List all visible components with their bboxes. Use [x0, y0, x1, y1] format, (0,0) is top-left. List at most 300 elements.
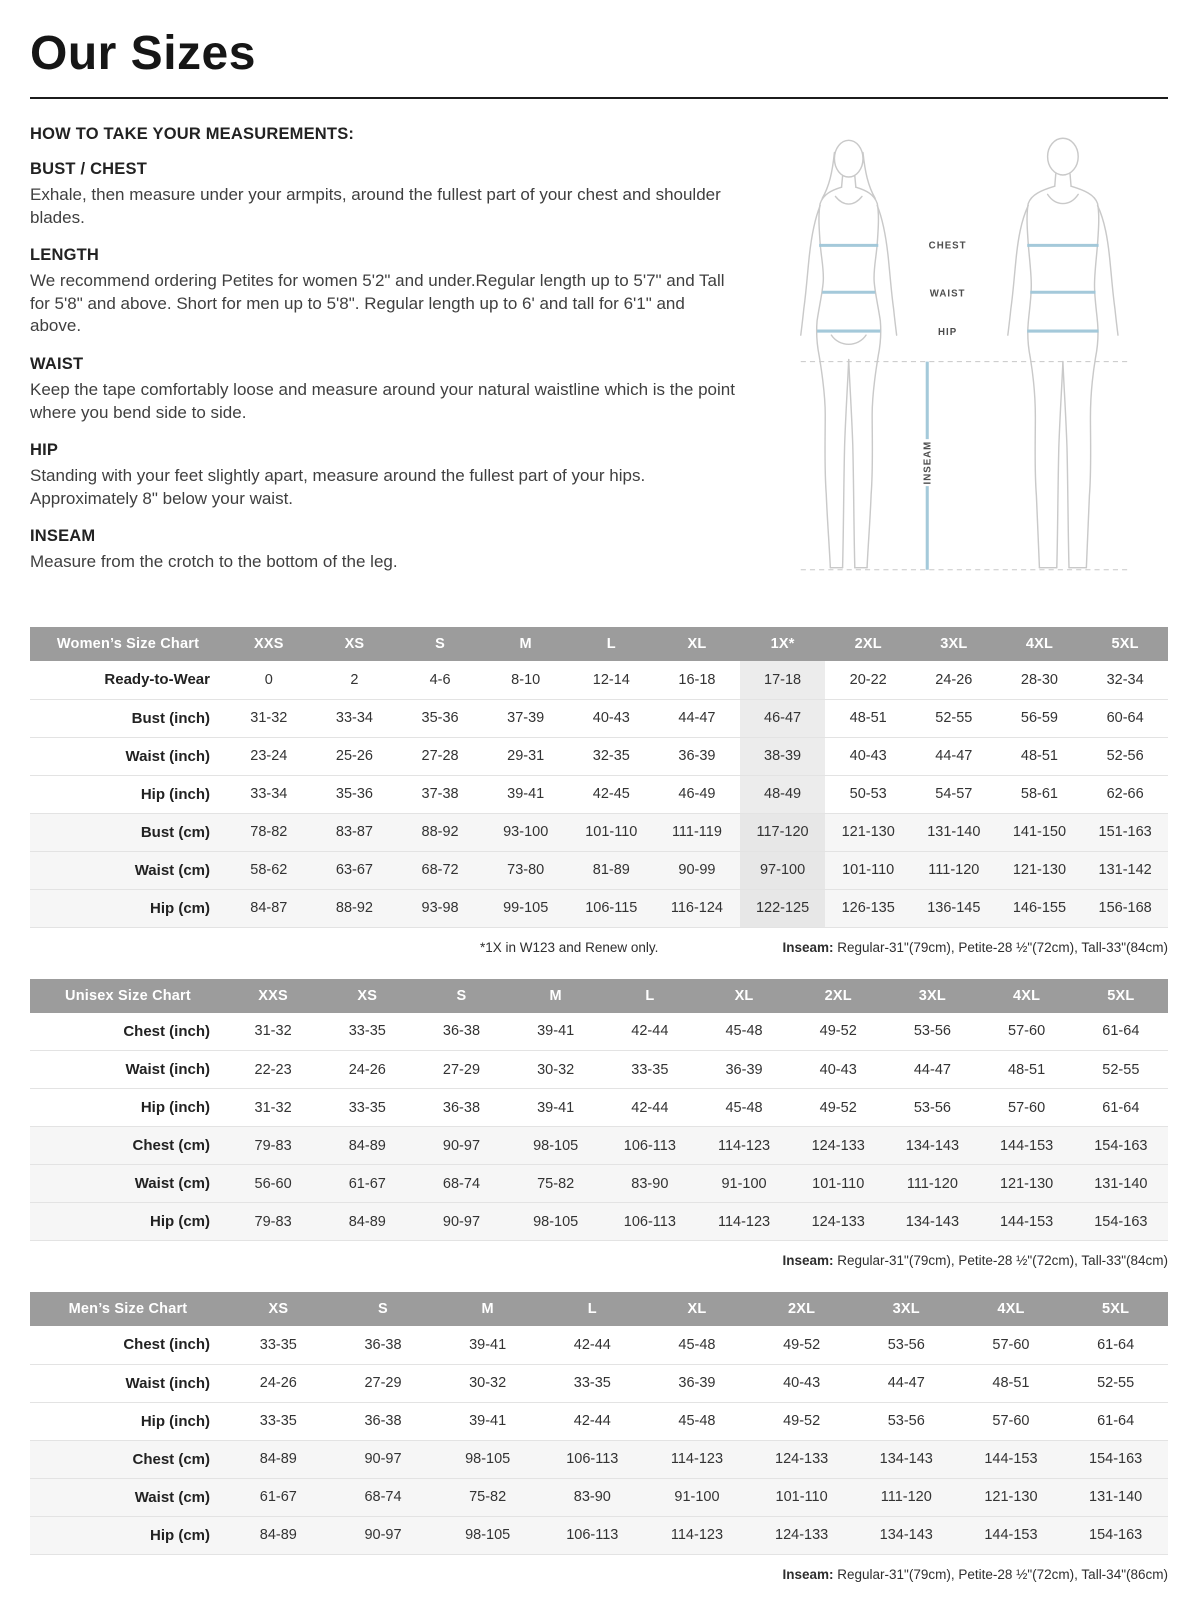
size-cell: 42-44: [631, 1099, 669, 1116]
size-cell: 124-133: [775, 1451, 829, 1468]
size-cell: 91-100: [721, 1175, 767, 1192]
size-cell: 141-150: [1012, 824, 1067, 841]
size-cell: 33-34: [335, 710, 373, 727]
table-row: [30, 889, 1168, 927]
size-cell: 33-35: [259, 1336, 297, 1353]
size-cell: 83-90: [631, 1175, 669, 1192]
size-cell: 134-143: [905, 1137, 960, 1154]
size-cell: 49-52: [819, 1099, 857, 1116]
size-cell: 33-34: [250, 786, 288, 803]
table-row: [30, 1089, 1168, 1127]
size-cell: 88-92: [421, 824, 459, 841]
size-cell: 39-41: [537, 1023, 575, 1040]
size-cell: 48-51: [849, 710, 887, 727]
size-cell: 52-56: [1106, 748, 1144, 765]
size-cell: 62-66: [1106, 786, 1144, 803]
size-cell: 61-64: [1102, 1023, 1140, 1040]
size-cell: 52-55: [1102, 1061, 1140, 1078]
size-cell: 122-125: [740, 889, 826, 927]
womens-1x-footnote: *1X in W123 and Renew only.: [480, 939, 659, 955]
man-figure: [1008, 138, 1118, 567]
row-label: Hip (inch): [140, 1412, 210, 1430]
size-cell: 117-120: [740, 813, 826, 851]
womens-inseam-footnote: [782, 940, 1168, 955]
size-cell: 22-23: [254, 1061, 292, 1078]
size-cell: 44-47: [678, 710, 716, 727]
size-cell: 12-14: [592, 671, 630, 688]
size-cell: 32-34: [1106, 671, 1144, 688]
table-title: Men’s Size Chart: [30, 1292, 226, 1326]
size-cell: 61-64: [1102, 1099, 1140, 1116]
size-cell: 111-120: [906, 1175, 958, 1192]
inseam-footnote-label: Inseam:: [782, 1566, 834, 1582]
row-label: Chest (cm): [132, 1137, 210, 1155]
womens-size-chart-section: [30, 627, 1168, 955]
size-cell: 33-35: [631, 1061, 669, 1078]
size-cell: 27-29: [364, 1375, 402, 1392]
size-cell: 24-26: [259, 1375, 297, 1392]
section-title: HIP: [30, 441, 59, 460]
size-column-header: S: [397, 627, 483, 661]
size-cell: 36-38: [364, 1336, 402, 1353]
size-cell: 114-123: [670, 1451, 724, 1468]
size-cell: 56-60: [254, 1175, 292, 1192]
size-cell: 32-35: [592, 748, 630, 765]
size-cell: 48-51: [992, 1375, 1030, 1392]
size-cell: 40-43: [783, 1375, 821, 1392]
size-column-header: XXS: [226, 627, 312, 661]
page-title: Our Sizes: [30, 27, 256, 80]
size-cell: 23-24: [250, 748, 288, 765]
size-cell: 156-168: [1098, 900, 1152, 917]
size-cell: 0: [264, 671, 273, 688]
size-cell: 53-56: [913, 1099, 951, 1116]
unisex-size-chart-section: [30, 979, 1168, 1269]
size-cell: 44-47: [913, 1061, 951, 1078]
table-row: [30, 1165, 1168, 1203]
size-cell: 39-41: [469, 1413, 507, 1430]
size-cell: 17-18: [740, 661, 826, 699]
size-cell: 114-123: [717, 1213, 771, 1230]
size-cell: 88-92: [335, 900, 373, 917]
unisex-size-table: [30, 979, 1168, 1242]
unisex-inseam-footnote: [782, 1253, 1168, 1268]
row-label: Chest (cm): [132, 1450, 210, 1468]
size-column-header: XS: [226, 1292, 331, 1326]
size-cell: 36-38: [364, 1413, 402, 1430]
row-label: Waist (cm): [134, 1175, 210, 1193]
mens-inseam-footnote: [782, 1567, 1168, 1582]
size-column-header: 1X*: [740, 627, 826, 661]
mens-size-table: [30, 1292, 1168, 1555]
section-title: WAIST: [30, 355, 84, 374]
size-cell: 52-55: [935, 710, 973, 727]
size-column-header: XL: [697, 979, 791, 1013]
size-cell: 84-89: [348, 1137, 386, 1154]
size-cell: 61-64: [1097, 1336, 1135, 1353]
size-cell: 106-113: [566, 1451, 619, 1468]
title-divider: [30, 97, 1168, 99]
measurement-labels: [922, 240, 966, 484]
size-cell: 2: [350, 671, 359, 688]
size-cell: 134-143: [879, 1451, 933, 1468]
section-inseam: [30, 527, 736, 574]
size-cell: 42-44: [631, 1023, 669, 1040]
size-column-header: XL: [645, 1292, 750, 1326]
size-cell: 106-113: [566, 1527, 619, 1544]
size-cell: 33-35: [348, 1023, 386, 1040]
size-cell: 126-135: [841, 900, 895, 917]
size-cell: 131-140: [927, 824, 981, 841]
size-column-header: L: [603, 979, 697, 1013]
size-cell: 40-43: [849, 748, 887, 765]
size-cell: 36-39: [678, 748, 716, 765]
size-cell: 90-97: [442, 1213, 481, 1230]
size-cell: 53-56: [887, 1336, 925, 1353]
size-cell: 33-35: [259, 1413, 297, 1430]
size-cell: 75-82: [537, 1175, 575, 1192]
size-cell: 54-57: [935, 786, 973, 803]
size-column-header: 2XL: [791, 979, 885, 1013]
size-cell: 151-163: [1098, 824, 1152, 841]
size-cell: 154-163: [1089, 1527, 1143, 1544]
size-cell: 57-60: [992, 1336, 1030, 1353]
size-cell: 44-47: [887, 1375, 925, 1392]
size-cell: 134-143: [879, 1527, 933, 1544]
size-cell: 90-99: [678, 862, 716, 879]
size-column-header: L: [540, 1292, 645, 1326]
size-cell: 33-35: [573, 1375, 611, 1392]
size-cell: 97-100: [740, 851, 826, 889]
size-cell: 93-98: [421, 900, 459, 917]
size-cell: 114-123: [717, 1137, 771, 1154]
size-cell: 31-32: [254, 1023, 292, 1040]
size-cell: 68-72: [421, 862, 459, 879]
size-cell: 33-35: [348, 1099, 386, 1116]
size-cell: 124-133: [811, 1213, 865, 1230]
row-label: Waist (inch): [125, 1061, 210, 1079]
table-row: [30, 1516, 1168, 1554]
section-body: We recommend ordering Petites for women 5'2" and under.Regular length up to 5'7" and Tall for 5'8" and above. Short for men up to 5'8". Regular length up to 6' and tall for 6'1" and above.: [30, 271, 725, 336]
row-label: Waist (cm): [134, 861, 210, 879]
table-row: [30, 1326, 1168, 1364]
table-row: [30, 1013, 1168, 1051]
size-cell: 36-39: [678, 1375, 716, 1392]
size-cell: 121-130: [1012, 862, 1067, 879]
size-cell: 81-89: [592, 862, 630, 879]
size-cell: 124-133: [775, 1527, 829, 1544]
size-cell: 78-82: [250, 824, 288, 841]
size-cell: 30-32: [469, 1375, 507, 1392]
size-cell: 83-87: [335, 824, 373, 841]
size-cell: 61-67: [348, 1175, 386, 1192]
table-row: [30, 1402, 1168, 1440]
size-cell: 57-60: [1008, 1099, 1046, 1116]
size-cell: 8-10: [511, 671, 541, 688]
mens-size-chart-section: [30, 1292, 1168, 1582]
size-cell: 99-105: [503, 900, 549, 917]
row-label: Hip (inch): [140, 1099, 210, 1117]
size-cell: 40-43: [592, 710, 630, 727]
table-row: [30, 1440, 1168, 1478]
inseam-footnote-text: Regular-31"(79cm), Petite-28 ½"(72cm), Tall-33"(84cm): [833, 939, 1168, 955]
size-cell: 53-56: [913, 1023, 951, 1040]
body-measurement-diagram: [736, 125, 1168, 591]
size-cell: 93-100: [503, 824, 549, 841]
womens-footnotes: [30, 940, 1168, 955]
table-row: [30, 813, 1168, 851]
size-cell: 42-44: [573, 1336, 611, 1353]
size-cell: 144-153: [999, 1213, 1054, 1230]
size-cell: 79-83: [254, 1137, 292, 1154]
row-label: Hip (cm): [150, 899, 210, 917]
size-column-header: XS: [312, 627, 398, 661]
size-cell: 111-120: [928, 862, 980, 879]
table-row: [30, 661, 1168, 699]
size-cell: 36-39: [725, 1061, 763, 1078]
size-cell: 52-55: [1097, 1375, 1135, 1392]
section-body: Exhale, then measure under your armpits, around the fullest part of your chest and shoulder blades.: [30, 185, 721, 227]
size-cell: 45-48: [725, 1099, 763, 1116]
size-cell: 84-87: [250, 900, 288, 917]
section-body: Measure from the crotch to the bottom of the leg.: [30, 552, 398, 572]
size-cell: 90-97: [364, 1451, 402, 1468]
size-cell: 144-153: [984, 1527, 1038, 1544]
size-cell: 38-39: [740, 737, 826, 775]
row-label: Bust (cm): [140, 823, 210, 841]
inseam-label: INSEAM: [922, 440, 934, 485]
size-cell: 53-56: [887, 1413, 925, 1430]
size-cell: 131-140: [1094, 1175, 1148, 1192]
row-label: Hip (inch): [140, 785, 210, 803]
size-column-header: XXS: [226, 979, 320, 1013]
size-cell: 36-38: [442, 1023, 481, 1040]
size-cell: 144-153: [999, 1137, 1054, 1154]
size-cell: 98-105: [465, 1451, 511, 1468]
section-body: Keep the tape comfortably loose and measure around your natural waistline which is the point where you bend side to side.: [30, 380, 735, 422]
size-cell: 35-36: [335, 786, 373, 803]
table-title: Women’s Size Chart: [30, 627, 226, 661]
size-cell: 84-89: [259, 1451, 297, 1468]
size-cell: 42-45: [592, 786, 630, 803]
mens-footnotes: [30, 1567, 1168, 1582]
size-cell: 68-74: [364, 1489, 402, 1506]
size-cell: 60-64: [1106, 710, 1144, 727]
size-cell: 57-60: [1008, 1023, 1046, 1040]
table-row: [30, 1051, 1168, 1089]
table-row: [30, 1127, 1168, 1165]
section-length: [30, 246, 736, 338]
size-column-header: XL: [654, 627, 740, 661]
size-column-header: 4XL: [997, 627, 1083, 661]
row-label: Ready-to-Wear: [104, 671, 210, 689]
size-cell: 20-22: [849, 671, 887, 688]
size-cell: 27-28: [421, 748, 459, 765]
size-cell: 91-100: [674, 1489, 720, 1506]
size-column-header: XS: [320, 979, 414, 1013]
table-row: [30, 851, 1168, 889]
size-cell: 83-90: [573, 1489, 611, 1506]
size-cell: 48-49: [740, 775, 826, 813]
size-cell: 4-6: [429, 671, 451, 688]
size-column-header: 2XL: [825, 627, 911, 661]
size-cell: 106-113: [623, 1213, 676, 1230]
size-cell: 57-60: [992, 1413, 1030, 1430]
size-cell: 84-89: [259, 1527, 297, 1544]
inseam-footnote-text: Regular-31"(79cm), Petite-28 ½"(72cm), Tall-33"(84cm): [833, 1253, 1168, 1269]
size-cell: 146-155: [1012, 900, 1067, 917]
size-cell: 24-26: [935, 671, 973, 688]
size-cell: 45-48: [678, 1336, 716, 1353]
size-column-header: L: [569, 627, 655, 661]
size-cell: 44-47: [935, 748, 973, 765]
size-cell: 84-89: [348, 1213, 386, 1230]
size-cell: 131-142: [1098, 862, 1152, 879]
size-cell: 61-67: [259, 1489, 297, 1506]
size-cell: 39-41: [469, 1336, 507, 1353]
size-cell: 61-64: [1097, 1413, 1135, 1430]
size-cell: 101-110: [585, 824, 638, 841]
section-bust-chest: [30, 160, 736, 229]
size-column-header: M: [435, 1292, 540, 1326]
size-cell: 116-124: [670, 900, 723, 917]
size-cell: 75-82: [469, 1489, 507, 1506]
size-cell: 136-145: [927, 900, 981, 917]
size-cell: 28-30: [1020, 671, 1058, 688]
size-column-header: 3XL: [911, 627, 997, 661]
size-cell: 49-52: [819, 1023, 857, 1040]
size-cell: 48-51: [1020, 748, 1058, 765]
size-cell: 58-61: [1020, 786, 1058, 803]
size-cell: 144-153: [984, 1451, 1038, 1468]
size-cell: 134-143: [905, 1213, 960, 1230]
size-cell: 121-130: [984, 1489, 1038, 1506]
size-cell: 45-48: [725, 1023, 763, 1040]
size-cell: 101-110: [775, 1489, 828, 1506]
size-cell: 49-52: [783, 1413, 821, 1430]
size-cell: 31-32: [250, 710, 288, 727]
row-label: Hip (cm): [150, 1213, 210, 1231]
size-cell: 25-26: [335, 748, 373, 765]
size-cell: 35-36: [421, 710, 459, 727]
size-cell: 27-29: [442, 1061, 481, 1078]
size-column-header: 3XL: [854, 1292, 959, 1326]
table-row: [30, 1203, 1168, 1241]
size-cell: 30-32: [537, 1061, 575, 1078]
size-cell: 29-31: [507, 748, 545, 765]
chest-label: CHEST: [928, 240, 967, 252]
measurement-instructions: [30, 125, 736, 591]
size-cell: 49-52: [783, 1336, 821, 1353]
size-column-header: 5XL: [1074, 979, 1168, 1013]
size-cell: 46-47: [740, 699, 826, 737]
womens-size-table: [30, 627, 1168, 928]
size-cell: 106-113: [623, 1137, 676, 1154]
size-column-header: 3XL: [885, 979, 979, 1013]
section-title: LENGTH: [30, 246, 100, 265]
size-cell: 98-105: [465, 1527, 511, 1544]
row-label: Bust (inch): [131, 709, 210, 727]
section-title: BUST / CHEST: [30, 160, 147, 178]
unisex-footnotes: [30, 1253, 1168, 1268]
size-cell: 63-67: [335, 862, 373, 879]
table-row: [30, 699, 1168, 737]
row-label: Waist (inch): [125, 1374, 210, 1392]
row-label: Waist (inch): [125, 747, 210, 765]
size-column-header: 5XL: [1063, 1292, 1168, 1326]
size-cell: 90-97: [442, 1137, 481, 1154]
section-waist: [30, 355, 736, 424]
size-cell: 39-41: [507, 786, 545, 803]
size-cell: 154-163: [1094, 1213, 1148, 1230]
woman-figure: [801, 140, 897, 567]
size-cell: 111-120: [880, 1489, 932, 1506]
row-label: Chest (inch): [123, 1336, 210, 1354]
size-cell: 106-115: [585, 900, 638, 917]
size-cell: 50-53: [849, 786, 887, 803]
section-title: INSEAM: [30, 527, 96, 546]
size-cell: 98-105: [533, 1213, 579, 1230]
size-cell: 37-39: [507, 710, 545, 727]
size-cell: 154-163: [1089, 1451, 1143, 1468]
size-cell: 111-119: [671, 824, 722, 841]
size-column-header: S: [331, 1292, 436, 1326]
row-label: Waist (cm): [134, 1488, 210, 1506]
measurement-figures-illustration: [772, 125, 1160, 584]
table-row: [30, 1478, 1168, 1516]
table-row: [30, 737, 1168, 775]
size-column-header: S: [414, 979, 508, 1013]
size-cell: 36-38: [442, 1099, 481, 1116]
size-cell: 114-123: [670, 1527, 724, 1544]
size-column-header: M: [483, 627, 569, 661]
size-column-header: 4XL: [959, 1292, 1064, 1326]
size-column-header: 4XL: [980, 979, 1074, 1013]
section-hip: [30, 441, 736, 510]
row-label: Chest (inch): [123, 1022, 210, 1040]
size-cell: 42-44: [573, 1413, 611, 1430]
hip-label: HIP: [938, 327, 958, 339]
size-cell: 73-80: [507, 862, 545, 879]
size-cell: 48-51: [1008, 1061, 1046, 1078]
table-row: [30, 775, 1168, 813]
table-row: [30, 1364, 1168, 1402]
size-cell: 79-83: [254, 1213, 292, 1230]
size-cell: 46-49: [678, 786, 716, 803]
size-cell: 39-41: [537, 1099, 575, 1116]
measurement-guide: [30, 125, 1168, 591]
size-cell: 24-26: [348, 1061, 386, 1078]
instructions-heading: HOW TO TAKE YOUR MEASUREMENTS:: [30, 125, 355, 143]
size-cell: 101-110: [812, 1175, 865, 1192]
section-body: Standing with your feet slightly apart, measure around the fullest part of your hips. Approximately 8" below your waist.: [30, 466, 646, 508]
size-cell: 37-38: [421, 786, 459, 803]
size-cell: 121-130: [841, 824, 895, 841]
size-cell: 16-18: [678, 671, 716, 688]
size-column-header: 2XL: [749, 1292, 854, 1326]
waist-label: WAIST: [929, 288, 966, 300]
row-label: Hip (cm): [150, 1526, 210, 1544]
table-title: Unisex Size Chart: [30, 979, 226, 1013]
size-cell: 90-97: [364, 1527, 402, 1544]
size-column-header: 5XL: [1082, 627, 1168, 661]
size-cell: 45-48: [678, 1413, 716, 1430]
size-cell: 98-105: [533, 1137, 579, 1154]
size-cell: 124-133: [811, 1137, 865, 1154]
inseam-footnote-text: Regular-31"(79cm), Petite-28 ½"(72cm), Tall-34"(86cm): [833, 1566, 1168, 1582]
inseam-footnote-label: Inseam:: [782, 939, 834, 955]
size-cell: 121-130: [999, 1175, 1054, 1192]
